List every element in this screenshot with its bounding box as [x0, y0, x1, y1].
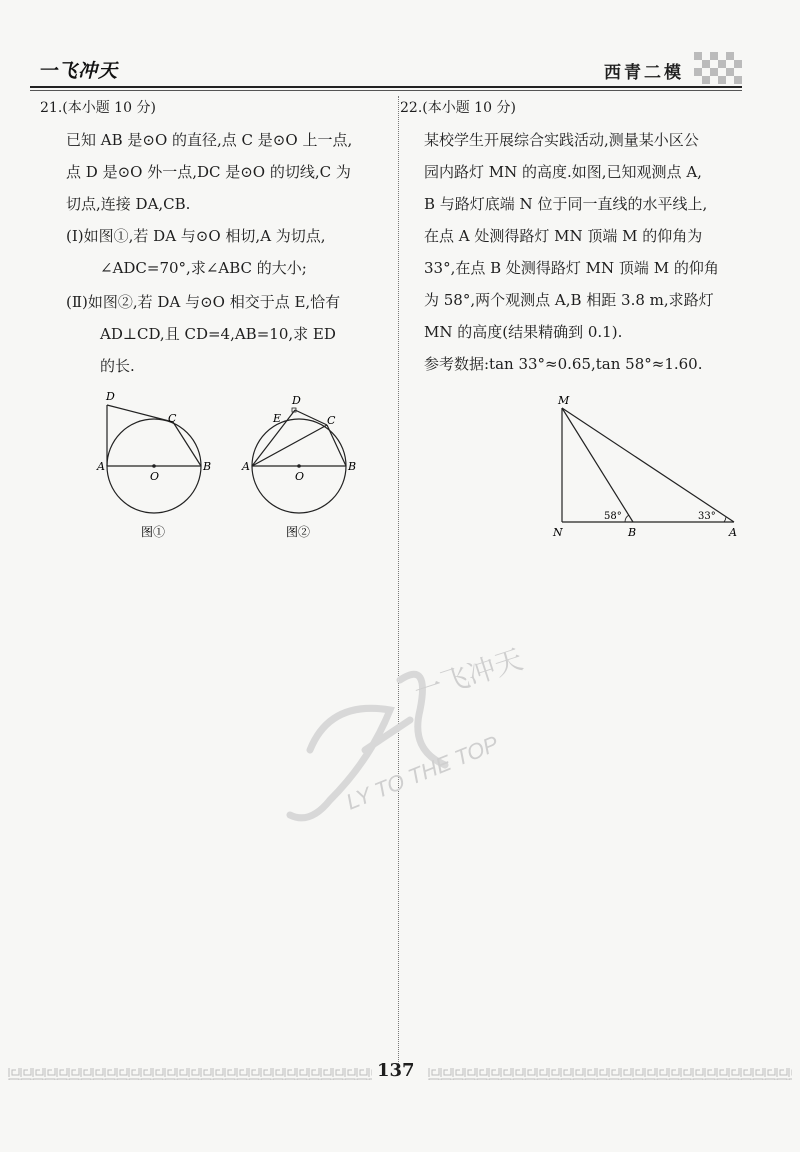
fig2-label-C: C: [327, 414, 336, 427]
figure-lamp: [548, 388, 748, 548]
q22-line-2: 园内路灯 MN 的高度.如图,已知观测点 A,: [424, 163, 702, 181]
checker-decoration-icon: [694, 52, 744, 84]
lamp-label-B: B: [628, 526, 637, 539]
watermark-chinese: 一飞冲天: [409, 642, 527, 709]
q22-line-7: MN 的高度(结果精确到 0.1).: [424, 323, 623, 341]
fig1-label-A: A: [97, 460, 105, 473]
header-rule: [30, 86, 742, 88]
q21-line-8: 的长.: [100, 357, 135, 375]
header-right-title: 西青二模: [604, 63, 684, 83]
watermark-english: LY TO THE TOP: [342, 730, 502, 815]
fig2-caption: 图②: [286, 525, 311, 539]
q21-line-4: (Ⅰ)如图①,若 DA 与⊙O 相切,A 为切点,: [66, 227, 326, 245]
q22-line-5: 33°,在点 B 处测得路灯 MN 顶端 M 的仰角: [424, 259, 719, 277]
fig1-label-B: B: [203, 460, 212, 473]
q21-line-7: AD⊥CD,且 CD=4,AB=10,求 ED: [100, 325, 336, 343]
figure-1: [96, 388, 226, 548]
q21-line-2: 点 D 是⊙O 外一点,DC 是⊙O 的切线,C 为: [66, 163, 351, 181]
angle-B-label: 58°: [604, 511, 622, 522]
q21-line-6: (Ⅱ)如图②,若 DA 与⊙O 相交于点 E,恰有: [66, 293, 341, 311]
angle-A-label: 33°: [698, 511, 716, 522]
header-rule-thin: [30, 90, 742, 91]
header-left-logo: 一飞冲天: [38, 60, 119, 82]
column-divider: [398, 96, 399, 1066]
figure-2: [240, 388, 370, 548]
fig1-label-C: C: [168, 412, 177, 425]
fig1-caption: 图①: [141, 525, 166, 539]
q22-line-3: B 与路灯底端 N 位于同一直线的水平线上,: [424, 195, 708, 213]
watermark-logo: [270, 640, 540, 840]
fig2-label-O: O: [295, 470, 305, 483]
fig2-label-E: E: [273, 412, 282, 425]
fig1-label-O: O: [150, 470, 160, 483]
lamp-label-A: A: [729, 526, 737, 539]
q21-line-1: 已知 AB 是⊙O 的直径,点 C 是⊙O 上一点,: [66, 131, 353, 149]
q21-line-3: 切点,连接 DA,CB.: [66, 195, 191, 213]
q22-reference-data: 参考数据:tan 33°≈0.65,tan 58°≈1.60.: [424, 355, 703, 373]
q21-line-5: ∠ADC=70°,求∠ABC 的大小;: [100, 259, 307, 277]
lamp-label-M: M: [558, 394, 570, 407]
fig1-label-D: D: [106, 390, 115, 403]
q22-line-6: 为 58°,两个观测点 A,B 相距 3.8 m,求路灯: [424, 291, 714, 309]
fig2-label-D: D: [292, 394, 301, 407]
q22-line-4: 在点 A 处测得路灯 MN 顶端 M 的仰角为: [424, 227, 703, 245]
q22-line-1: 某校学生开展综合实践活动,测量某小区公: [424, 131, 699, 149]
lamp-label-N: N: [553, 526, 563, 539]
fig2-label-A: A: [242, 460, 250, 473]
page-number: 137: [377, 1060, 415, 1081]
q21-heading: 21.(本小题 10 分): [40, 100, 156, 116]
q22-heading: 22.(本小题 10 分): [400, 100, 516, 116]
fig2-label-B: B: [348, 460, 357, 473]
